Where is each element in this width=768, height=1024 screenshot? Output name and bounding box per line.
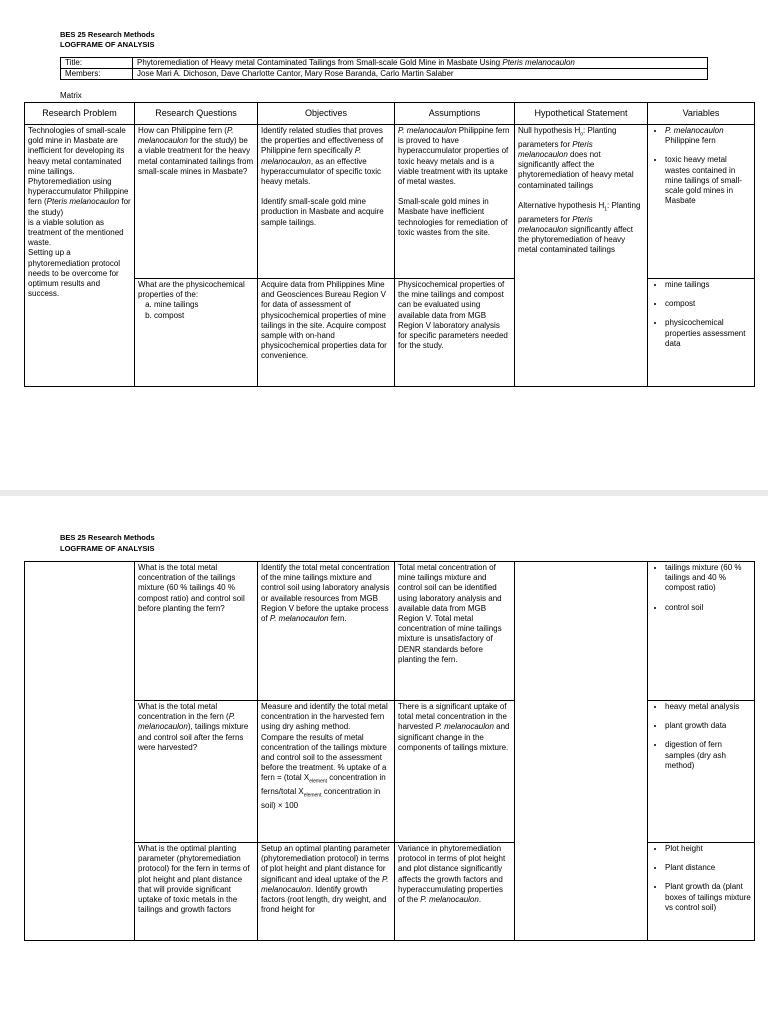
objective-cell: Identify related studies that proves the properties and effectiveness of Philippine fern specifically P. melanocaulon, as an effective hyperaccumulator of specific toxic heavy metals. Identify small-scale gold mine production in Masbate and acquire sample tailings. bbox=[258, 125, 395, 279]
col-header-assumptions: Assumptions bbox=[395, 103, 515, 125]
research-question-cell: What are the physicochemical properties of the: a. mine tailings b. compost bbox=[135, 279, 258, 387]
hypothetical-statement-cell: Null hypothesis $H_o$: Planting parameters for Pteris melanocaulon does not significantly affect the phytoremediation of heavy metal contaminated tailings Alternative hypothesis $H_1$: Planting parameters for Pteris melanocaulon significantly affect the phytoremediation of heavy metal contaminated tailings bbox=[515, 125, 648, 387]
logframe-header: LOGFRAME OF ANALYSIS bbox=[60, 544, 155, 553]
list-item: • control soil bbox=[665, 603, 751, 613]
logframe-matrix-table bbox=[24, 102, 755, 387]
research-question-cell: What is the total metal concentration of the tailings mixture (60 % tailings 40 % compost ratio) and control soil before planting the fern? bbox=[135, 562, 258, 701]
objective-cell: Setup an optimal planting parameter (phytoremediation protocol) in terms of plot height and plant distance for significant and ideal uptake of the P. melanocaulon. Identify growth factors (root length, dry weight, and frond height for bbox=[258, 843, 395, 941]
list-item: b. compost bbox=[154, 311, 254, 321]
members-label: Members: bbox=[61, 69, 133, 80]
list-item: • heavy metal analysis bbox=[665, 702, 751, 712]
matrix-label: Matrix bbox=[60, 91, 82, 100]
objective-cell: Identify the total metal concentration of the mine tailings mixture and control soil using laboratory analysis or available resources from MGB Region V before the uptake process of P. melanocaulon fern. bbox=[258, 562, 395, 701]
research-problem-cell bbox=[25, 562, 135, 941]
col-header-research-problem: Research Problem bbox=[25, 103, 135, 125]
list-item: • physicochemical properties assessment data bbox=[665, 318, 751, 349]
col-header-objectives: Objectives bbox=[258, 103, 395, 125]
assumption-cell: Total metal concentration of mine tailings mixture and control soil can be identified using laboratory analysis and available data from MGB Region V. Total metal concentration of mine tailings mixture is unsatisfactory of DENR standards before planting the fern. bbox=[395, 562, 515, 701]
objective-cell: Measure and identify the total metal concentration in the harvested fern using dry ashing method. Compare the results of metal concentration of the tailings mixture and control soil to the assessment before the treatment. % uptake of a fern = (total $X_{element}$ concentration in ferns/total $X_{element}$ concentration in soil) × 100 bbox=[258, 701, 395, 843]
col-header-hypothetical-statement: Hypothetical Statement bbox=[515, 103, 648, 125]
list-item: • Plant distance bbox=[665, 863, 751, 873]
assumption-cell: Physicochemical properties of the mine tailings and compost can be evaluated using available data from MGB Region V laboratory analysis for specific parameters needed for the study. bbox=[395, 279, 515, 387]
title-members-table bbox=[60, 57, 708, 80]
variables-cell bbox=[648, 701, 755, 843]
list-item: • Plant growth da (plant boxes of tailings mixture vs control soil) bbox=[665, 882, 751, 913]
table-row bbox=[25, 562, 755, 701]
course-header: BES 25 Research Methods bbox=[60, 533, 155, 542]
list-item: • plant growth data bbox=[665, 721, 751, 731]
title-label: Title: bbox=[61, 58, 133, 69]
list-item: a. mine tailings bbox=[154, 300, 254, 310]
list-item: • compost bbox=[665, 299, 751, 309]
research-question-cell: What is the total metal concentration in the fern (P. melanocaulon), tailings mixture and control soil after the ferns were harvested? bbox=[135, 701, 258, 843]
hypothetical-statement-cell bbox=[515, 562, 648, 941]
assumption-cell: Variance in phytoremediation protocol in terms of plot height and plot distance significantly affects the growth factors and hyperaccumulating properties of the P. melanocaulon. bbox=[395, 843, 515, 941]
list-item: • Plot height bbox=[665, 844, 751, 854]
title-value: Phytoremediation of Heavy metal Contaminated Tailings from Small-scale Gold Mine in Masbate Using Pteris melanocaulon bbox=[133, 58, 708, 69]
list-item: • P. melanocaulon Philippine fern bbox=[665, 126, 751, 146]
list-item: • toxic heavy metal wastes contained in mine tailings of small-scale gold mines in Masbate bbox=[665, 155, 751, 206]
assumption-cell: P. melanocaulon Philippine fern is proved to have hyperaccumulator properties of toxic heavy metals and is a viable treatment with its uptake of metal wastes. Small-scale gold mines in Masbate have inefficient technologies for remediation of toxic wastes from the site. bbox=[395, 125, 515, 279]
table-row bbox=[25, 125, 755, 279]
col-header-research-questions: Research Questions bbox=[135, 103, 258, 125]
col-header-variables: Variables bbox=[648, 103, 755, 125]
document-page-2 bbox=[0, 496, 768, 1024]
logframe-matrix-table-continued bbox=[24, 561, 755, 941]
matrix-header-row bbox=[25, 103, 755, 125]
course-header: BES 25 Research Methods bbox=[60, 30, 155, 39]
document-page-1 bbox=[0, 0, 768, 490]
list-item: • mine tailings bbox=[665, 280, 751, 290]
research-problem-cell: Technologies of small-scale gold mine in Masbate are inefficient for developing its heavy metal contaminated mine tailings. Phytoremediation using hyperaccumulator Philippine fern (Pteris melanocaulon for the study) is a viable solution as treatment of the mentioned waste. Setting up a phytoremediation protocol needs to be overcome for optimum results and success. bbox=[25, 125, 135, 387]
list-item: • digestion of fern samples (dry ash method) bbox=[665, 740, 751, 771]
logframe-header: LOGFRAME OF ANALYSIS bbox=[60, 40, 155, 49]
variables-cell bbox=[648, 125, 755, 279]
variables-cell bbox=[648, 279, 755, 387]
variables-cell bbox=[648, 843, 755, 941]
list-item: • tailings mixture (60 % tailings and 40 % compost ratio) bbox=[665, 563, 751, 594]
members-value: Jose Mari A. Dichoson, Dave Charlotte Cantor, Mary Rose Baranda, Carlo Martin Salaber bbox=[133, 69, 708, 80]
objective-cell: Acquire data from Philippines Mine and Geosciences Bureau Region V for data of assessment of physicochemical properties of mine tailings in the site. Acquire compost sample with on-hand physicochemical properties data for convenience. bbox=[258, 279, 395, 387]
variables-cell bbox=[648, 562, 755, 701]
assumption-cell: There is a significant uptake of total metal concentration in the harvested P. melanocaulon and significant change in the components of tailings mixture. bbox=[395, 701, 515, 843]
research-question-cell: What is the optimal planting parameter (phytoremediation protocol) for the fern in terms of plot height and plant distance that will provide significant uptake of toxic metals in the tailings and growth factors bbox=[135, 843, 258, 941]
research-question-cell: How can Philippine fern (P. melanocaulon for the study) be a viable treatment for the heavy metal contaminated tailings from small-scale mines in Masbate? bbox=[135, 125, 258, 279]
